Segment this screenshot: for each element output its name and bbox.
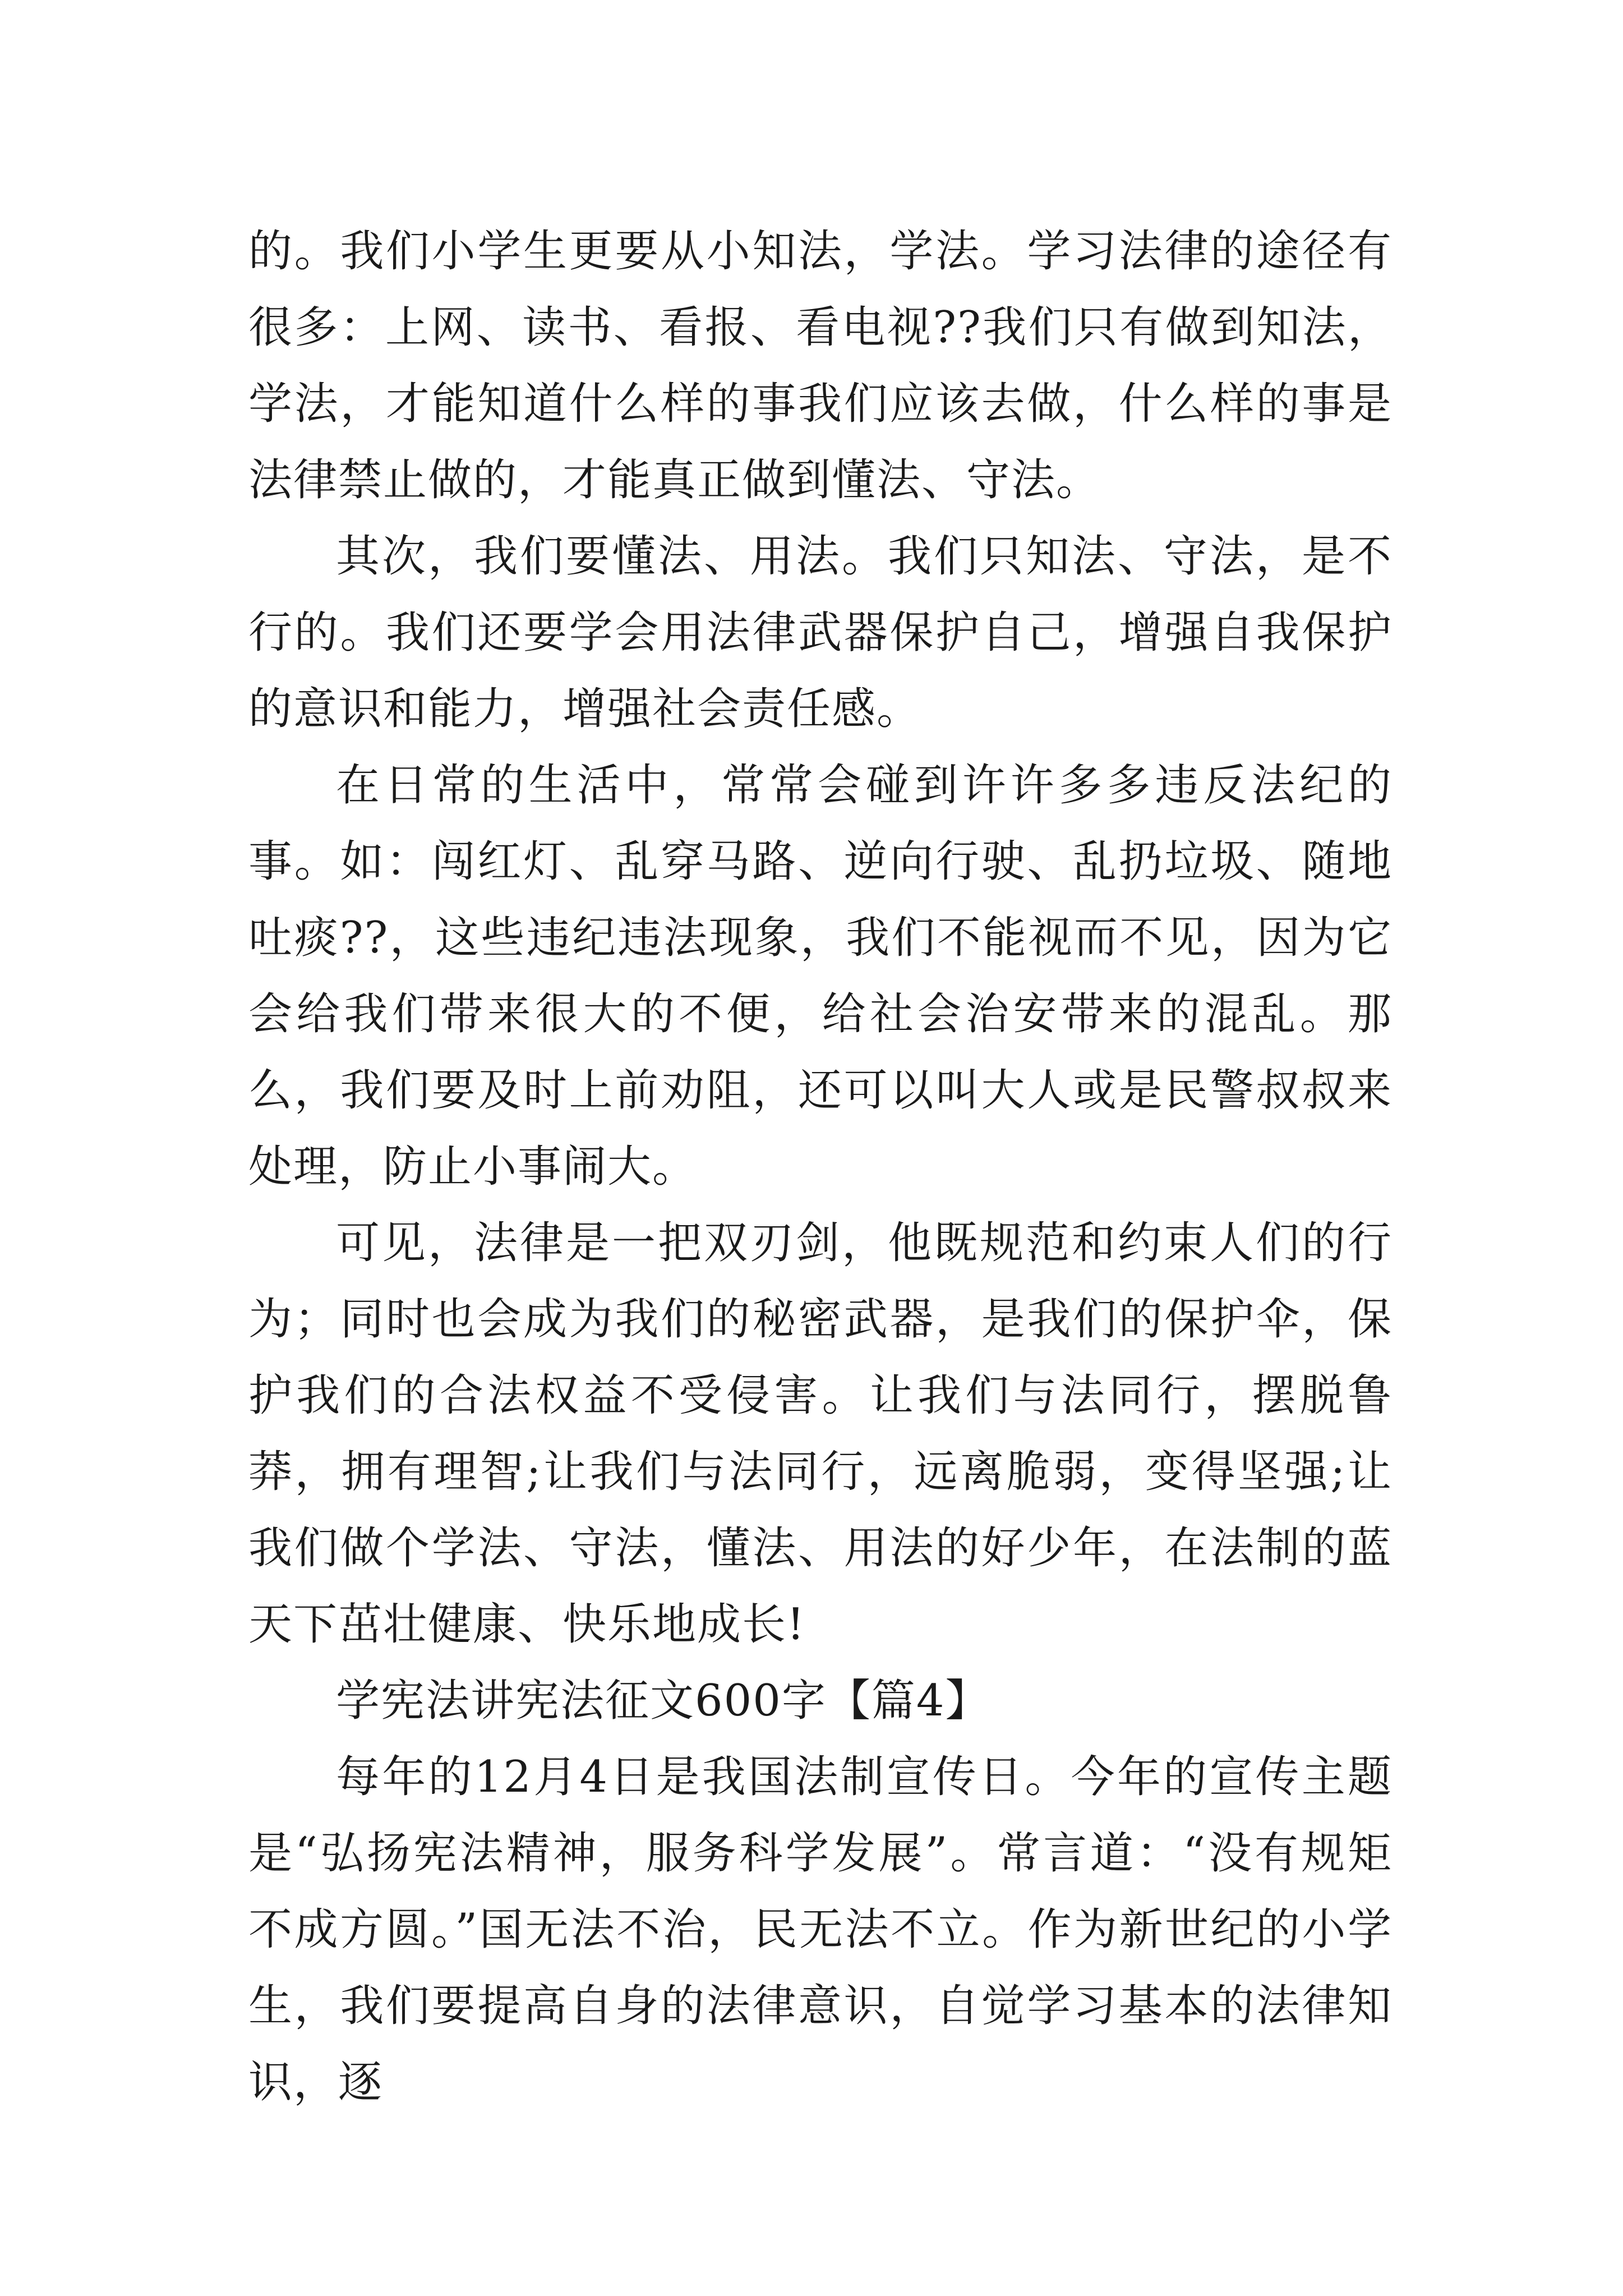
paragraph-5: 每年的12月4日是我国法制宣传日。今年的宣传主题是“弘扬宪法精神，服务科学发展”。常言道：“没有规矩不成方圆。”国无法不治，民无法不立。作为新世纪的小学生，我们要提高自身的法律意识，自觉学习基本的法律知识，逐 — [248, 1752, 1393, 2108]
paragraph-3: 在日常的生活中，常常会碰到许许多多违反法纪的事。如：闯红灯、乱穿马路、逆向行驶、乱扔垃圾、随地吐痰??，这些违纪违法现象，我们不能视而不见，因为它会给我们带来很大的不便，给社会治安带来的混乱。那么，我们要及时上前劝阻，还可以叫大人或是民警叔叔来处理，防止小事闹大。 — [248, 760, 1393, 1192]
paragraph-4: 可见，法律是一把双刃剑，他既规范和约束人们的行为；同时也会成为我们的秘密武器，是我们的保护伞，保护我们的合法权益不受侵害。让我们与法同行，摆脱鲁莽，拥有理智;让我们与法同行，远离脆弱，变得坚强;让我们做个学法、守法，懂法、用法的好少年，在法制的蓝天下茁壮健康、快乐地成长! — [248, 1218, 1393, 1650]
paragraph-2: 其次，我们要懂法、用法。我们只知法、守法，是不行的。我们还要学会用法律武器保护自己，增强自我保护的意识和能力，增强社会责任感。 — [248, 531, 1393, 734]
paragraph-1: 的。我们小学生更要从小知法，学法。学习法律的途径有很多：上网、读书、看报、看电视??我们只有做到知法，学法，才能知道什么样的事我们应该去做，什么样的事是法律禁止做的，才能真正做到懂法、守法。 — [248, 226, 1393, 505]
document-body — [248, 213, 1393, 2120]
section-heading: 学宪法讲宪法征文600字【篇4】 — [336, 1676, 990, 1726]
